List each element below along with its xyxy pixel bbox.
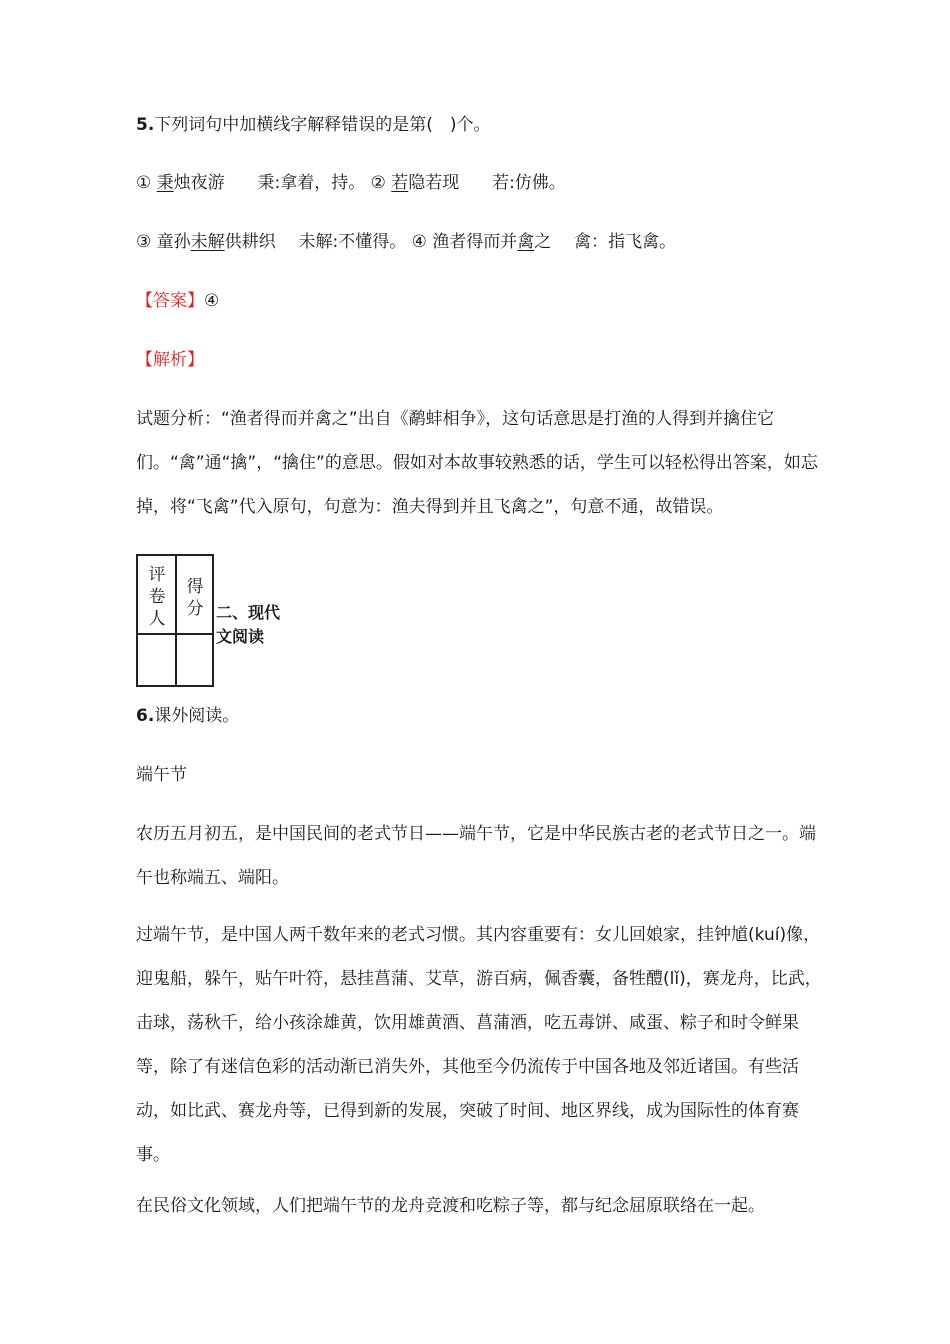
passage-line: 动，如比武、赛龙舟等，已得到新的发展，突破了时间、地区界线，成为国际性的体育赛 bbox=[136, 1101, 799, 1121]
score-label bbox=[178, 576, 212, 620]
table-divider-vertical bbox=[175, 556, 177, 685]
question-number: 6. bbox=[136, 706, 155, 726]
analysis-line: 掉，将“飞禽”代入原句，句意为：渔夫得到并且飞禽之”，句意不通，故错误。 bbox=[136, 497, 724, 517]
option-text-post: 烛夜游 bbox=[173, 173, 225, 193]
passage-paragraph-1 bbox=[136, 812, 816, 900]
option-text-post: 供耕织 bbox=[224, 232, 276, 252]
grader-char: 人 bbox=[148, 609, 166, 629]
passage-line: 迎鬼船，躲午，贴午叶符，悬挂菖蒲、艾草，游百病，佩香囊，备牲醴(lǐ)，赛龙舟，比武， bbox=[136, 969, 822, 989]
grader-char: 评 bbox=[148, 565, 166, 585]
underlined-word: 未解 bbox=[190, 232, 225, 252]
passage-paragraph-2 bbox=[136, 913, 822, 1177]
option-gloss: 禽：指飞禽。 bbox=[574, 232, 677, 252]
table-divider-horizontal bbox=[138, 633, 212, 635]
passage-line: 过端午节，是中国人两千数年来的老式习惯。其内容重要有：女儿回娘家，挂钟馗(kuí)像， bbox=[136, 925, 821, 945]
analysis-text bbox=[136, 397, 816, 529]
passage-line: 事。 bbox=[136, 1145, 170, 1165]
passage-line: 击球，荡秋千，给小孩涂雄黄，饮用雄黄酒、菖蒲酒，吃五毒饼、咸蛋、粽子和时令鲜果 bbox=[136, 1013, 799, 1033]
section-heading-line: 二、现代 bbox=[216, 603, 281, 622]
question-5-options-row-2 bbox=[136, 229, 676, 255]
question-number: 5. bbox=[136, 115, 155, 135]
grader-score-table bbox=[136, 554, 214, 687]
answer-label: 【答案】 bbox=[136, 291, 204, 311]
answer-value: ④ bbox=[204, 291, 220, 311]
passage-line: 等，除了有迷信色彩的活动渐已消失外，其他至今仍流传于中国各地及邻近诸国。有些活 bbox=[136, 1057, 799, 1077]
question-5-stem bbox=[136, 112, 491, 138]
option-4 bbox=[412, 232, 676, 252]
analysis-line: 们。“禽”通“擒”，“擒住”的意思。假如对本故事较熟悉的话，学生可以轻松得出答案，如忘 bbox=[136, 453, 818, 473]
option-text-post: 隐若现 bbox=[408, 173, 460, 193]
grader-label bbox=[140, 564, 174, 630]
passage-title: 端午节 bbox=[136, 765, 187, 785]
option-number: ③ bbox=[136, 232, 152, 252]
option-number: ④ bbox=[411, 232, 427, 252]
score-char: 分 bbox=[186, 599, 204, 619]
passage-line: 午也称端五、端阳。 bbox=[136, 868, 289, 888]
analysis-label: 【解析】 bbox=[136, 350, 204, 370]
option-text-post: 之 bbox=[534, 232, 552, 252]
section-heading-line: 文阅读 bbox=[216, 627, 265, 646]
option-gloss: 未解:不懂得。 bbox=[298, 232, 407, 252]
question-6-text: 课外阅读。 bbox=[154, 706, 240, 726]
analysis-line: 试题分析：“渔者得而并禽之”出自《鹬蚌相争》，这句话意思是打渔的人得到并擒住它 bbox=[136, 409, 775, 429]
question-5-text: 下列词句中加横线字解释错误的是第( )个。 bbox=[154, 115, 491, 135]
grader-char: 卷 bbox=[148, 587, 166, 607]
underlined-word: 若 bbox=[391, 173, 409, 193]
answer-line bbox=[136, 288, 219, 314]
option-number: ① bbox=[136, 173, 152, 193]
option-gloss: 若:仿佛。 bbox=[492, 173, 566, 193]
option-3 bbox=[136, 232, 412, 252]
option-number: ② bbox=[370, 173, 386, 193]
score-char: 得 bbox=[186, 577, 204, 597]
option-text-pre: 童孙 bbox=[156, 232, 191, 252]
question-6-stem bbox=[136, 703, 239, 729]
passage-paragraph-3: 在民俗文化领域，人们把端午节的龙舟竞渡和吃粽子等，都与纪念屈原联络在一起。 bbox=[136, 1196, 765, 1216]
option-1 bbox=[136, 173, 371, 193]
passage-line: 农历五月初五，是中国民间的老式节日——端午节，它是中华民族古老的老式节日之一。端 bbox=[136, 824, 816, 844]
underlined-word: 秉 bbox=[156, 173, 174, 193]
option-2 bbox=[371, 173, 566, 193]
question-5-options-row-1 bbox=[136, 170, 566, 196]
option-text-pre: 渔者得而并 bbox=[432, 232, 518, 252]
section-heading bbox=[216, 601, 280, 649]
option-gloss: 秉:拿着，持。 bbox=[257, 173, 366, 193]
underlined-word: 禽 bbox=[517, 232, 535, 252]
